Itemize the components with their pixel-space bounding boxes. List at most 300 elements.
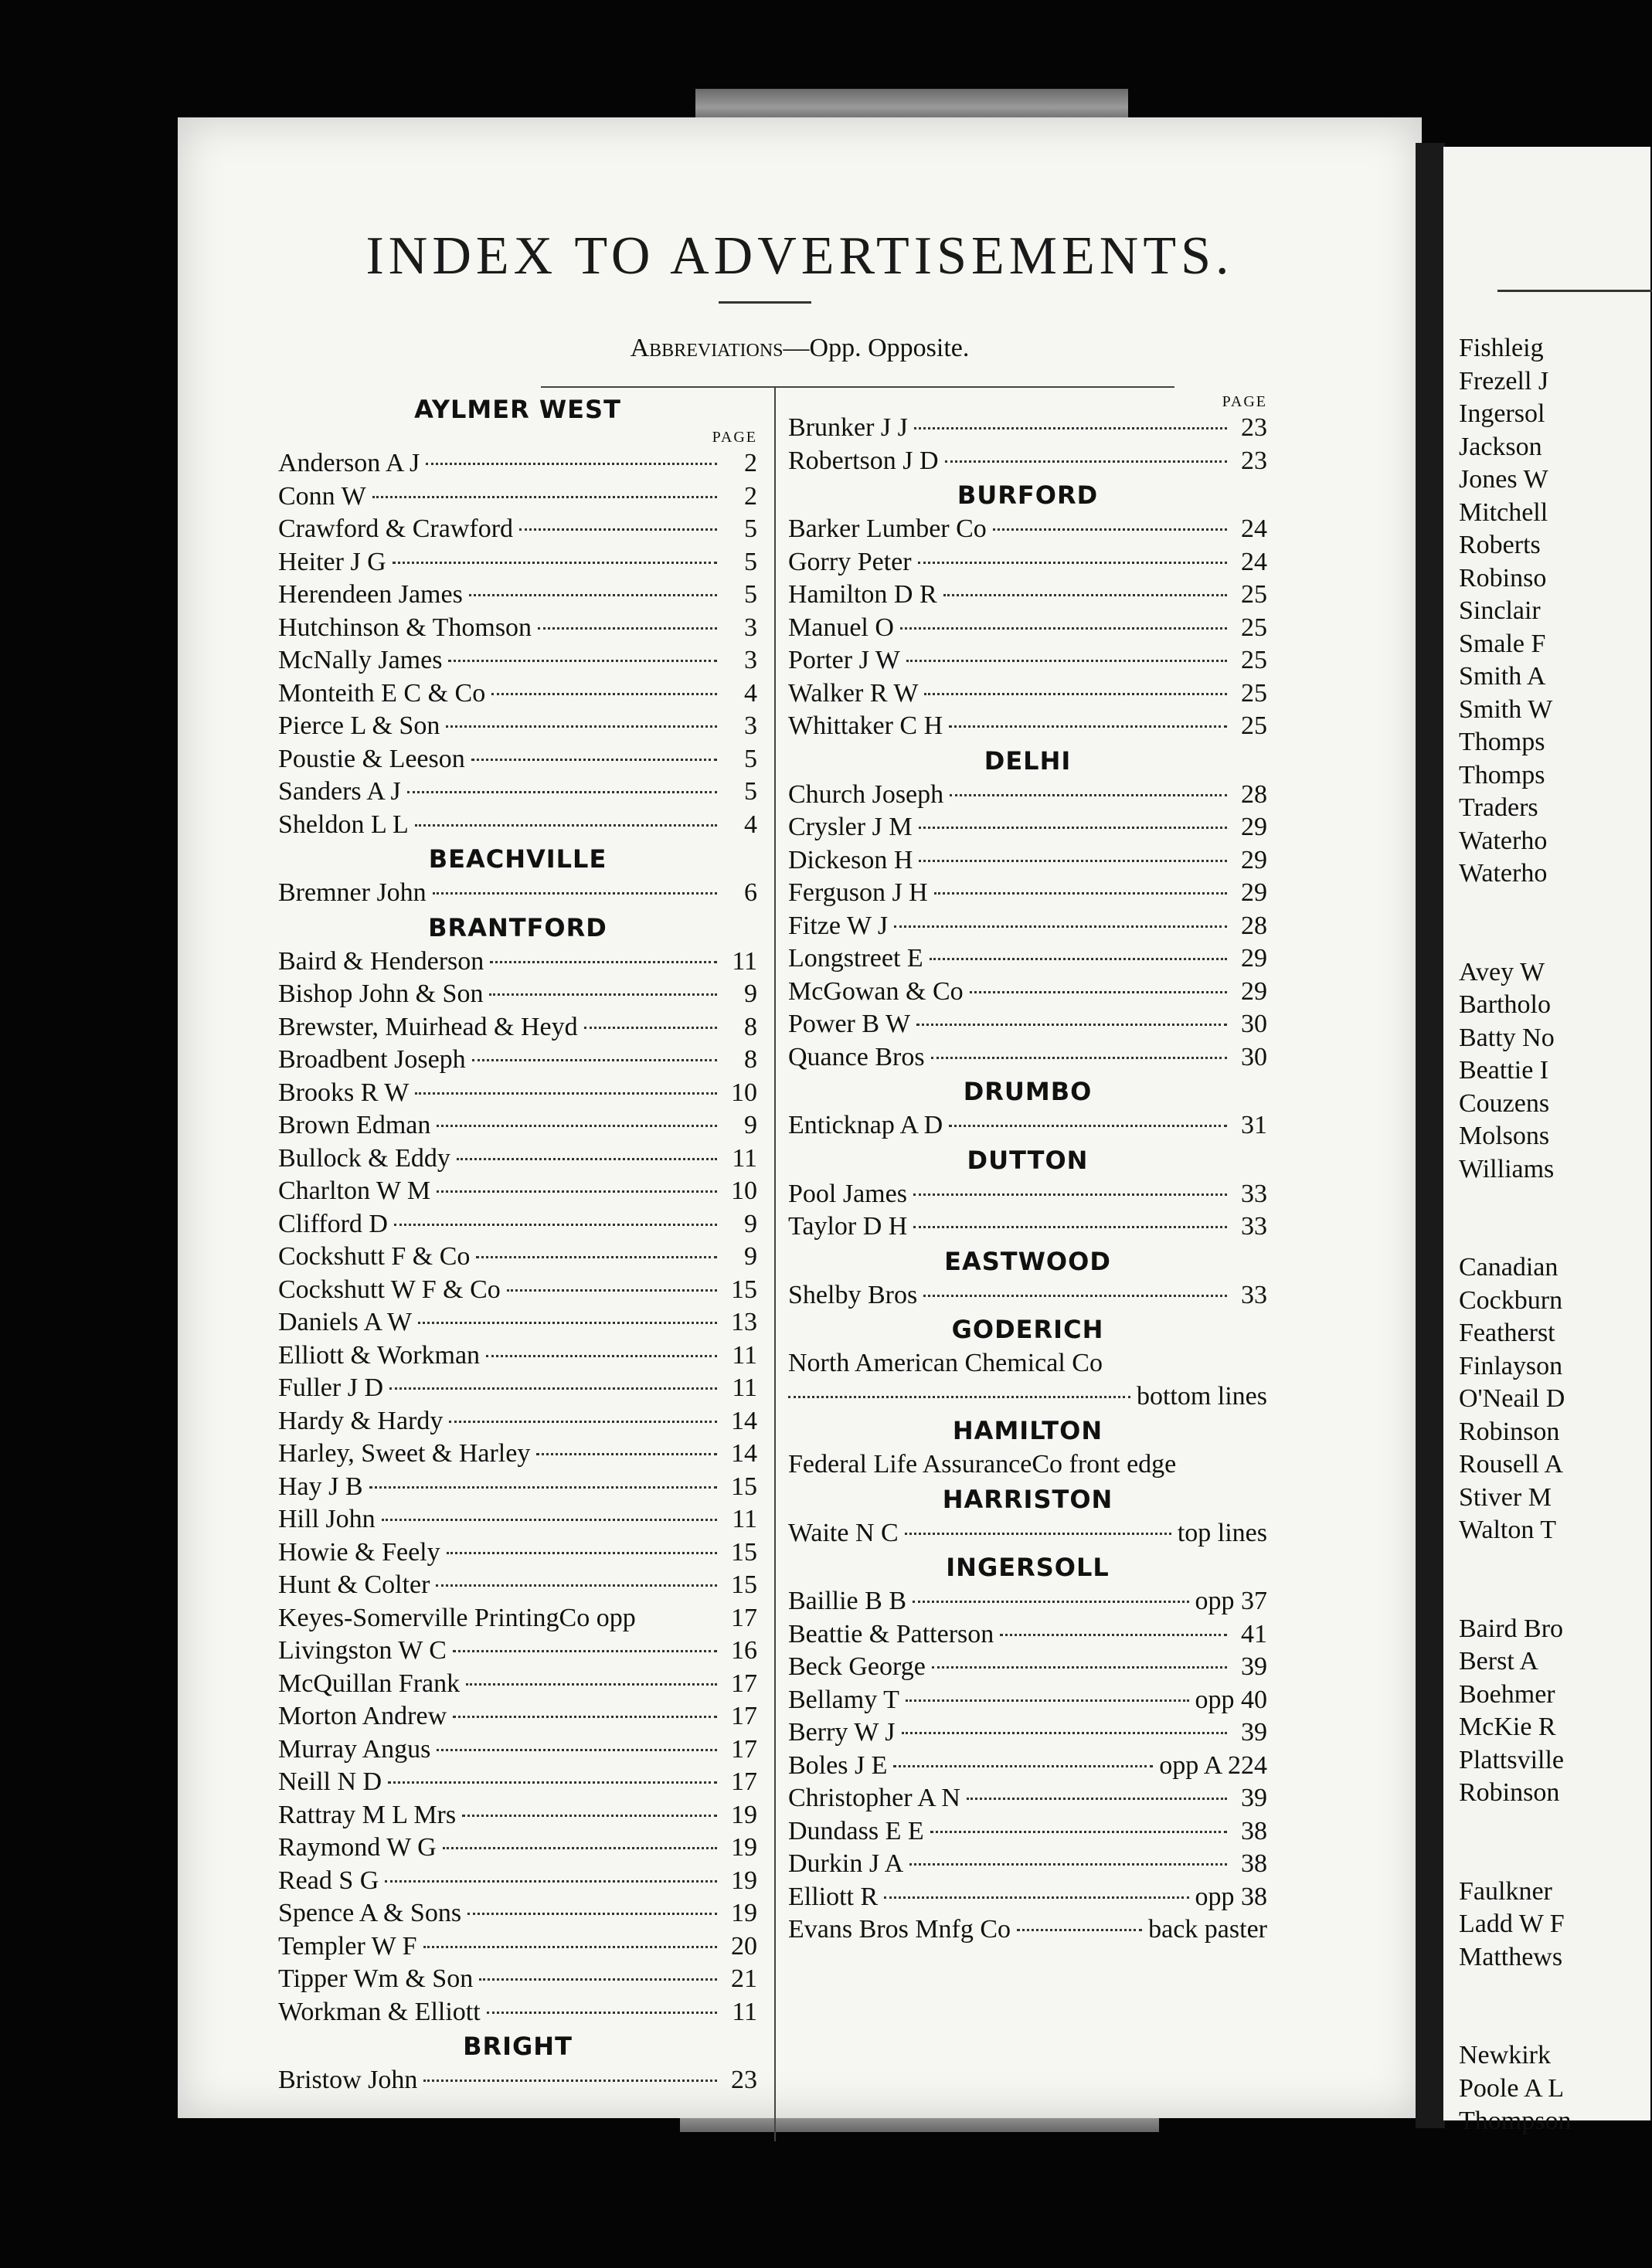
leader-dots bbox=[923, 1295, 1227, 1297]
leader-dots bbox=[437, 1749, 717, 1751]
entry-name: Berry W J bbox=[788, 1718, 896, 1747]
leader-dots bbox=[423, 1946, 717, 1948]
index-entry bbox=[278, 1405, 757, 1438]
leader-dots bbox=[418, 1322, 717, 1324]
right-page-entry: Finlayson bbox=[1459, 1351, 1563, 1380]
entry-name: Rattray M L Mrs bbox=[278, 1800, 457, 1829]
entry-page: opp 40 bbox=[1195, 1685, 1267, 1714]
right-page-entry: Williams bbox=[1459, 1154, 1555, 1183]
entry-name: Read S G bbox=[278, 1866, 379, 1895]
index-entry bbox=[278, 513, 757, 546]
leader-dots bbox=[538, 627, 717, 630]
entry-page: 3 bbox=[744, 711, 757, 740]
right-page-entry: Robinson bbox=[1459, 1778, 1560, 1807]
leader-dots bbox=[471, 759, 717, 761]
index-entry bbox=[788, 1517, 1267, 1550]
entry-page: 25 bbox=[1241, 613, 1267, 642]
spacer bbox=[1459, 923, 1571, 956]
right-page-entries bbox=[1459, 332, 1571, 2138]
entry-name: Harley, Sweet & Harley bbox=[278, 1439, 531, 1468]
index-entry: Federal Life AssuranceCo front edge bbox=[788, 1450, 1177, 1479]
right-page-entry: Smith W bbox=[1459, 694, 1553, 724]
entry-page: 24 bbox=[1241, 547, 1267, 576]
leader-dots bbox=[932, 1666, 1227, 1669]
entry-name: Raymond W G bbox=[278, 1833, 437, 1862]
leader-dots bbox=[900, 627, 1227, 630]
leader-dots bbox=[487, 2012, 717, 2014]
entry-name: Hardy & Hardy bbox=[278, 1406, 444, 1435]
entry-page: 3 bbox=[744, 646, 757, 674]
leader-dots bbox=[462, 1815, 717, 1817]
entry-page: 39 bbox=[1241, 1652, 1267, 1681]
right-page-entry: Baird Bro bbox=[1459, 1614, 1564, 1643]
leader-dots bbox=[916, 1024, 1227, 1026]
entry-page: 3 bbox=[744, 613, 757, 642]
entry-page: 14 bbox=[731, 1439, 757, 1468]
section-heading: INGERSOLL bbox=[946, 1553, 1110, 1582]
entry-page: 38 bbox=[1241, 1849, 1267, 1878]
entry-name: Crysler J M bbox=[788, 813, 913, 841]
right-page-entry: Robinson bbox=[1459, 1417, 1560, 1446]
leader-dots bbox=[423, 2080, 717, 2082]
section-heading: GODERICH bbox=[951, 1315, 1104, 1344]
right-page-entry: Couzens bbox=[1459, 1088, 1550, 1118]
index-entry bbox=[788, 710, 1267, 743]
index-entry bbox=[278, 1832, 757, 1865]
entry-name: Baillie B B bbox=[788, 1587, 906, 1615]
leader-dots bbox=[437, 1190, 717, 1193]
entry-page: bottom lines bbox=[1136, 1381, 1267, 1411]
entry-page: 10 bbox=[731, 1176, 757, 1205]
entry-page: 39 bbox=[1241, 1784, 1267, 1812]
entry-page: 25 bbox=[1241, 711, 1267, 740]
entry-name: Evans Bros Mnfg Co bbox=[788, 1915, 1011, 1944]
entry-name: Shelby Bros bbox=[788, 1280, 918, 1309]
index-entry bbox=[278, 447, 757, 480]
entry-name: Dundass E E bbox=[788, 1816, 924, 1845]
spacer bbox=[1459, 2007, 1571, 2040]
leader-dots bbox=[970, 991, 1227, 993]
index-entry bbox=[278, 1471, 757, 1504]
index-entry bbox=[278, 1109, 757, 1142]
index-entry bbox=[278, 1668, 757, 1701]
index-entry bbox=[788, 1279, 1267, 1312]
entry-page: 29 bbox=[1241, 813, 1267, 841]
entry-page: opp 38 bbox=[1195, 1882, 1267, 1911]
leader-dots bbox=[913, 1226, 1227, 1228]
index-entry bbox=[788, 1815, 1267, 1849]
leader-dots bbox=[913, 1193, 1227, 1196]
right-page-entry: Thomps bbox=[1459, 728, 1545, 756]
entry-page: 10 bbox=[731, 1078, 757, 1107]
entry-name: Poustie & Leeson bbox=[278, 744, 465, 773]
entry-page: 19 bbox=[731, 1866, 757, 1895]
index-entry bbox=[278, 480, 757, 514]
leader-dots bbox=[394, 1224, 717, 1226]
index-entry bbox=[788, 1750, 1267, 1783]
entry-name: Beck George bbox=[788, 1652, 926, 1681]
leader-dots bbox=[949, 1125, 1227, 1127]
index-entry bbox=[278, 1930, 757, 1964]
entry-page: 17 bbox=[731, 1767, 757, 1796]
right-page-entry: Poole A L bbox=[1459, 2073, 1565, 2103]
page-column-label: PAGE bbox=[1222, 393, 1267, 410]
entry-page: 8 bbox=[744, 1012, 757, 1041]
entry-page: 20 bbox=[731, 1931, 757, 1961]
index-entry bbox=[788, 1041, 1267, 1075]
entry-name: Bullock & Eddy bbox=[278, 1143, 450, 1173]
index-entry bbox=[788, 1651, 1267, 1684]
right-page-entry: Batty No bbox=[1459, 1023, 1555, 1052]
entry-name: Fuller J D bbox=[278, 1373, 383, 1402]
right-page-entry: Walton T bbox=[1459, 1516, 1557, 1544]
entry-page: 11 bbox=[732, 1997, 757, 2026]
right-page bbox=[1443, 147, 1650, 2135]
leader-dots bbox=[934, 892, 1227, 895]
leader-dots bbox=[918, 562, 1227, 564]
entry-page: 5 bbox=[744, 777, 757, 806]
leader-dots bbox=[967, 1798, 1227, 1800]
entry-name: Power B W bbox=[788, 1010, 911, 1038]
spacer bbox=[1459, 1219, 1571, 1252]
entry-name: Brunker J J bbox=[788, 413, 908, 442]
right-page-entry: Frezell J bbox=[1459, 366, 1549, 396]
right-page-entry: Canadian bbox=[1459, 1253, 1559, 1282]
index-entry bbox=[278, 1175, 757, 1208]
index-entry bbox=[278, 1635, 757, 1668]
leader-dots bbox=[894, 925, 1227, 928]
leader-dots bbox=[407, 791, 717, 793]
entry-page: 13 bbox=[731, 1308, 757, 1336]
right-page-entry: Roberts bbox=[1459, 531, 1541, 559]
entry-name: Heiter J G bbox=[278, 547, 386, 576]
entry-name: Pool James bbox=[788, 1179, 907, 1208]
index-entry bbox=[278, 1372, 757, 1405]
entry-name: Barker Lumber Co bbox=[788, 514, 987, 543]
index-entry bbox=[278, 1142, 757, 1176]
index-entry bbox=[278, 776, 757, 809]
entry-name: Hamilton D R bbox=[788, 580, 937, 609]
entry-name: Ferguson J H bbox=[788, 878, 928, 907]
entry-page: 17 bbox=[731, 1603, 757, 1632]
entry-name: Longstreet E bbox=[788, 944, 923, 973]
index-entry bbox=[278, 1569, 757, 1602]
entry-name: Howie & Feely bbox=[278, 1537, 440, 1567]
entry-name: Church Joseph bbox=[788, 779, 944, 809]
middle-column bbox=[788, 392, 1267, 1947]
right-page-entry: Newkirk bbox=[1459, 2041, 1551, 2069]
index-entry bbox=[788, 1782, 1267, 1815]
right-page-entry: Thomps bbox=[1459, 760, 1545, 789]
index-entry bbox=[788, 644, 1267, 677]
index-entry bbox=[788, 513, 1267, 546]
entry-name: Hill John bbox=[278, 1505, 376, 1533]
index-entry bbox=[788, 779, 1267, 812]
leader-dots bbox=[788, 1396, 1130, 1398]
index-entry bbox=[278, 1897, 757, 1930]
entry-page: 2 bbox=[744, 481, 757, 511]
entry-name: Brewster, Muirhead & Heyd bbox=[278, 1012, 578, 1041]
spacer bbox=[1459, 1186, 1571, 1219]
right-page-entry: Cockburn bbox=[1459, 1285, 1563, 1315]
entry-page: 11 bbox=[732, 946, 757, 976]
entry-name: Hunt & Colter bbox=[278, 1570, 430, 1599]
spacer bbox=[1459, 1810, 1571, 1843]
right-page-entry: Traders bbox=[1459, 793, 1538, 822]
leader-dots bbox=[945, 460, 1227, 463]
index-entry bbox=[788, 1008, 1267, 1041]
entry-page: 33 bbox=[1241, 1280, 1267, 1309]
index-entry bbox=[788, 445, 1267, 478]
entry-page: 19 bbox=[731, 1833, 757, 1862]
entry-page: 39 bbox=[1241, 1718, 1267, 1747]
index-entry bbox=[788, 579, 1267, 612]
index-entry bbox=[278, 1044, 757, 1077]
leader-dots bbox=[447, 1552, 717, 1554]
entry-name: Sanders A J bbox=[278, 777, 401, 806]
entry-page: 19 bbox=[731, 1800, 757, 1829]
leader-dots bbox=[909, 1863, 1227, 1866]
leader-dots bbox=[472, 1059, 717, 1061]
entry-page: back paster bbox=[1148, 1915, 1267, 1944]
right-page-entry: Avey W bbox=[1459, 957, 1545, 986]
index-entry bbox=[278, 546, 757, 579]
index-entry bbox=[788, 976, 1267, 1009]
section-heading: BRIGHT bbox=[463, 2032, 573, 2061]
entry-name: Enticknap A D bbox=[788, 1111, 943, 1139]
entry-name: Cockshutt F & Co bbox=[278, 1242, 471, 1271]
leader-dots bbox=[466, 1683, 717, 1686]
leader-dots bbox=[1000, 1634, 1227, 1636]
index-entry bbox=[278, 1700, 757, 1733]
section-heading: EASTWOOD bbox=[944, 1246, 1111, 1276]
right-page-entry: Plattsville bbox=[1459, 1745, 1564, 1774]
book-gutter bbox=[1416, 143, 1445, 2128]
entry-name: Pierce L & Son bbox=[278, 711, 440, 740]
index-entry bbox=[788, 412, 1267, 445]
entry-name: Templer W F bbox=[278, 1931, 417, 1961]
section-heading: DRUMBO bbox=[963, 1077, 1093, 1106]
entry-name: Fitze W J bbox=[788, 911, 889, 940]
entry-page: 8 bbox=[744, 1045, 757, 1074]
entry-name: Tipper Wm & Son bbox=[278, 1964, 474, 1993]
index-entry bbox=[278, 1241, 757, 1274]
right-page-entry: Smith A bbox=[1459, 662, 1546, 691]
entry-page: 6 bbox=[744, 878, 757, 907]
index-entry bbox=[278, 710, 757, 743]
index-entry bbox=[278, 644, 757, 677]
entry-page: 15 bbox=[731, 1275, 757, 1304]
leader-dots bbox=[469, 594, 717, 596]
index-entry bbox=[278, 1963, 757, 1996]
leader-dots bbox=[507, 1289, 717, 1292]
entry-name: Durkin J A bbox=[788, 1849, 904, 1878]
leader-dots bbox=[914, 427, 1227, 429]
leader-dots bbox=[467, 1913, 717, 1915]
leader-dots bbox=[448, 660, 717, 662]
entry-name: Morton Andrew bbox=[278, 1702, 447, 1730]
entry-page: 11 bbox=[732, 1373, 757, 1402]
leader-dots bbox=[382, 1519, 717, 1521]
entry-page: 25 bbox=[1241, 646, 1267, 674]
right-page-entry: Ladd W F bbox=[1459, 1910, 1565, 1938]
leader-dots bbox=[930, 1831, 1227, 1833]
entry-page: 5 bbox=[744, 580, 757, 609]
index-entry bbox=[788, 844, 1267, 878]
leader-dots bbox=[930, 958, 1227, 960]
spacer bbox=[1459, 1580, 1571, 1613]
leader-dots bbox=[924, 693, 1227, 695]
entry-name: Keyes-Somerville PrintingCo opp bbox=[278, 1603, 636, 1632]
entry-name: McGowan & Co bbox=[788, 976, 964, 1006]
leader-dots bbox=[905, 1533, 1171, 1535]
index-entry bbox=[788, 910, 1267, 943]
leader-dots bbox=[415, 1092, 717, 1095]
leader-dots bbox=[489, 993, 717, 996]
entry-page: 29 bbox=[1241, 944, 1267, 973]
entry-name: Bellamy T bbox=[788, 1685, 899, 1714]
entry-name: Walker R W bbox=[788, 678, 919, 708]
entry-page: 33 bbox=[1241, 1212, 1267, 1241]
entry-name: Christopher A N bbox=[788, 1784, 960, 1812]
index-entry bbox=[788, 1913, 1267, 1947]
leader-dots bbox=[389, 1387, 717, 1390]
right-page-entry: Faulkner bbox=[1459, 1876, 1552, 1906]
right-page-entry: Sinclair bbox=[1459, 596, 1541, 625]
leader-dots bbox=[453, 1716, 717, 1718]
leader-dots bbox=[906, 660, 1227, 662]
entry-page: 21 bbox=[731, 1964, 757, 1993]
index-entry bbox=[278, 1799, 757, 1832]
leader-dots bbox=[436, 1584, 717, 1587]
entry-name: Porter J W bbox=[788, 646, 900, 674]
abbreviations-line bbox=[178, 334, 1422, 363]
leader-dots bbox=[884, 1896, 1188, 1899]
leader-dots bbox=[372, 496, 717, 498]
entry-page: 9 bbox=[744, 1111, 757, 1139]
leader-dots bbox=[446, 725, 717, 728]
entry-page: 28 bbox=[1241, 779, 1267, 809]
index-entry bbox=[278, 743, 757, 776]
index-entry bbox=[788, 1881, 1267, 1914]
leader-dots bbox=[388, 1781, 717, 1784]
title-rule bbox=[719, 301, 811, 304]
left-column bbox=[278, 392, 757, 2097]
entry-page: 5 bbox=[744, 547, 757, 576]
leader-dots bbox=[486, 1355, 717, 1357]
leader-dots bbox=[491, 693, 717, 695]
leader-dots bbox=[449, 1421, 717, 1423]
entry-page: 5 bbox=[744, 514, 757, 543]
entry-page: 19 bbox=[731, 1899, 757, 1927]
leader-dots bbox=[476, 1256, 717, 1258]
section-heading: DELHI bbox=[984, 745, 1072, 776]
abbreviations-label: Abbreviations bbox=[630, 334, 784, 362]
entry-page: 9 bbox=[744, 1242, 757, 1271]
entry-name: Bishop John & Son bbox=[278, 980, 484, 1008]
entry-name: Bremner John bbox=[278, 878, 427, 907]
entry-name: Murray Angus bbox=[278, 1734, 431, 1764]
entry-page: 9 bbox=[744, 1209, 757, 1238]
entry-page: 25 bbox=[1241, 678, 1267, 708]
entry-page: 33 bbox=[1241, 1179, 1267, 1208]
right-page-entry: Jackson bbox=[1459, 432, 1542, 461]
leader-dots bbox=[443, 1847, 717, 1849]
right-page-entry: Waterho bbox=[1459, 826, 1548, 855]
leader-dots bbox=[893, 1765, 1153, 1767]
leader-dots bbox=[949, 725, 1227, 728]
entry-name: Waite N C bbox=[788, 1518, 899, 1547]
entry-name: Quance Bros bbox=[788, 1042, 925, 1071]
index-entry bbox=[788, 1618, 1267, 1652]
entry-name: Broadbent Joseph bbox=[278, 1045, 466, 1074]
entry-name: Herendeen James bbox=[278, 580, 463, 609]
leader-dots bbox=[519, 528, 717, 531]
entry-name: Livingston W C bbox=[278, 1636, 447, 1665]
right-page-entry: Rousell A bbox=[1459, 1450, 1564, 1479]
entry-page: 23 bbox=[731, 2066, 757, 2094]
right-page-entry: Matthews bbox=[1459, 1942, 1563, 1971]
index-entry bbox=[278, 612, 757, 645]
entry-name: Gorry Peter bbox=[788, 547, 912, 576]
index-entry bbox=[788, 677, 1267, 711]
leader-dots bbox=[1017, 1929, 1142, 1931]
entry-name: Elliott & Workman bbox=[278, 1340, 481, 1370]
entry-name: Conn W bbox=[278, 481, 366, 511]
entry-page: 29 bbox=[1241, 878, 1267, 907]
index-entry bbox=[788, 1178, 1267, 1211]
index-entry bbox=[788, 811, 1267, 844]
abbreviations-rule bbox=[541, 386, 1174, 388]
entry-name: Crawford & Crawford bbox=[278, 514, 514, 543]
column-divider bbox=[774, 388, 776, 2141]
entry-page: 38 bbox=[1241, 1816, 1267, 1845]
index-entry bbox=[278, 1274, 757, 1307]
spacer bbox=[1459, 1547, 1571, 1580]
index-entry bbox=[788, 546, 1267, 579]
index-entry bbox=[278, 579, 757, 612]
page-title: INDEX TO ADVERTISEMENTS. bbox=[365, 226, 1234, 286]
leader-dots bbox=[490, 961, 717, 963]
entry-name: Anderson A J bbox=[278, 449, 420, 477]
entry-page: 30 bbox=[1241, 1042, 1267, 1071]
entry-page: 28 bbox=[1241, 911, 1267, 940]
section-heading: BEACHVILLE bbox=[428, 844, 607, 874]
entry-name: Monteith E C & Co bbox=[278, 678, 486, 708]
leader-dots bbox=[457, 1158, 717, 1160]
entry-name: Brown Edman bbox=[278, 1111, 431, 1139]
entry-name: Hay J B bbox=[278, 1472, 363, 1501]
index-entry bbox=[278, 809, 757, 842]
section-heading: DUTTON bbox=[967, 1145, 1089, 1175]
index-entry bbox=[788, 1380, 1267, 1414]
right-page-entry: Thompson bbox=[1459, 2107, 1572, 2135]
leader-dots bbox=[479, 1978, 717, 1981]
leader-dots bbox=[943, 594, 1227, 596]
index-entry bbox=[278, 1011, 757, 1044]
entry-page: 17 bbox=[731, 1734, 757, 1764]
right-page-entry: Waterho bbox=[1459, 859, 1548, 888]
entry-page: 23 bbox=[1241, 446, 1267, 475]
entry-page: opp A 224 bbox=[1159, 1750, 1267, 1780]
entry-name: McQuillan Frank bbox=[278, 1669, 461, 1698]
leader-dots bbox=[584, 1027, 717, 1029]
entry-page: 11 bbox=[732, 1143, 757, 1173]
index-entry bbox=[788, 1684, 1267, 1717]
entry-name: Robertson J D bbox=[788, 446, 939, 475]
leader-dots bbox=[393, 562, 717, 564]
entry-name: Taylor D H bbox=[788, 1212, 908, 1241]
